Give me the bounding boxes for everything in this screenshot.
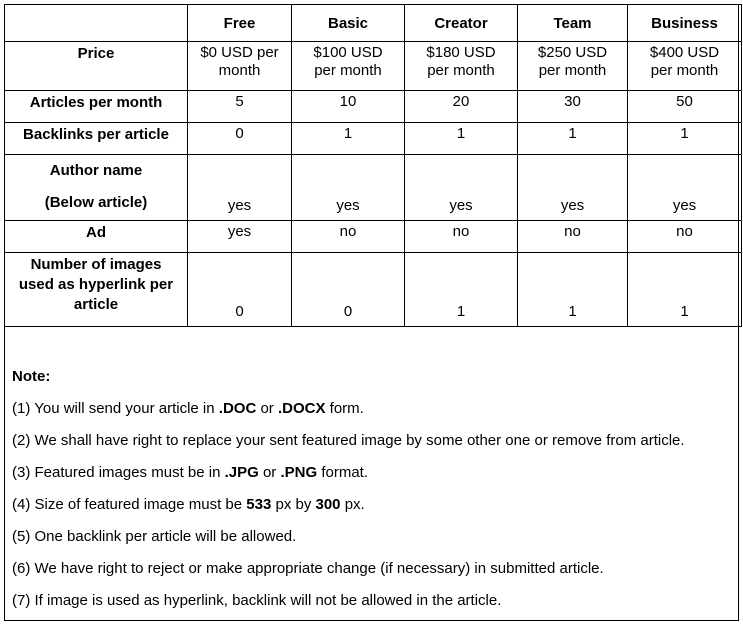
cell-value-line: 20 xyxy=(452,93,470,110)
cell-backlinks-per-article-team xyxy=(518,123,628,155)
row-label-line: Author name xyxy=(49,162,143,179)
cell-author-name-basic xyxy=(292,155,405,221)
note-emphasis: 533 xyxy=(246,496,272,513)
cell-author-name-business xyxy=(628,155,742,221)
note-text: px. xyxy=(340,496,365,513)
cell-value-line: $100 USD xyxy=(313,44,383,61)
cell-value-line: yes xyxy=(227,223,252,240)
note-text: form. xyxy=(325,400,364,417)
cell-backlinks-per-article-creator xyxy=(405,123,518,155)
cell-value-line: 50 xyxy=(676,93,693,110)
cell-value-line: 1 xyxy=(680,125,689,142)
row-label-line: Articles per month xyxy=(29,94,163,111)
cell-value-line: 30 xyxy=(564,93,581,110)
table-row-ad xyxy=(5,221,742,253)
row-label-line: Number of images xyxy=(30,256,162,273)
note-text: (6) We have right to reject or make appropriate change (if necessary) in submitted article. xyxy=(12,560,604,577)
note-item xyxy=(12,489,685,521)
row-label-line: article xyxy=(73,296,119,313)
cell-ad-creator xyxy=(405,221,518,253)
note-text: format. xyxy=(317,464,369,481)
row-label-price xyxy=(5,42,188,91)
cell-value-line: $0 USD per xyxy=(200,44,279,61)
table-row-author-name xyxy=(5,155,742,221)
cell-articles-per-month-basic xyxy=(292,91,405,123)
note-emphasis: .DOCX xyxy=(277,400,326,417)
row-label-line: Backlinks per article xyxy=(23,126,169,143)
note-text: or xyxy=(258,464,281,481)
cell-author-name-creator xyxy=(405,155,518,221)
cell-ad-team xyxy=(518,221,628,253)
cell-value-line: yes xyxy=(560,197,585,214)
cell-value-line: per month xyxy=(538,62,607,79)
note-item xyxy=(12,457,685,489)
row-label-line: Price xyxy=(77,45,115,62)
cell-value-line: yes xyxy=(449,197,473,214)
cell-articles-per-month-business xyxy=(628,91,742,123)
cell-value-line: 1 xyxy=(456,303,466,320)
table-row-price xyxy=(5,42,742,91)
cell-articles-per-month-team xyxy=(518,91,628,123)
cell-value-line: yes xyxy=(336,197,360,214)
cell-value-line: yes xyxy=(672,197,697,214)
cell-backlinks-per-article-basic xyxy=(292,123,405,155)
table-row-images-as-hyperlink xyxy=(5,253,742,327)
note-emphasis: .JPG xyxy=(224,464,259,481)
cell-value-line: $400 USD xyxy=(649,44,720,61)
note-item xyxy=(12,393,685,425)
header-corner-cell xyxy=(5,5,188,42)
cell-value-line: 1 xyxy=(568,125,577,142)
cell-value-line: yes xyxy=(227,197,252,214)
cell-value-line: 0 xyxy=(235,125,244,142)
cell-value-line: 10 xyxy=(339,93,357,110)
note-emphasis: .DOC xyxy=(218,400,257,417)
note-text: (7) If image is used as hyperlink, backlink will not be allowed in the article. xyxy=(12,592,502,609)
row-label-backlinks-per-article xyxy=(5,123,188,155)
cell-price-creator xyxy=(405,42,518,91)
notes-title: Note: xyxy=(12,368,51,385)
cell-images-as-hyperlink-team xyxy=(518,253,628,327)
note-text: (1) You will send your article in xyxy=(12,400,219,417)
note-item xyxy=(12,585,685,617)
notes-list xyxy=(12,393,685,617)
row-label-line: Ad xyxy=(86,224,106,241)
cell-value-line: no xyxy=(676,223,693,240)
cell-ad-free xyxy=(188,221,292,253)
cell-value-line: no xyxy=(564,223,581,240)
note-text: (4) Size of featured image must be xyxy=(12,496,247,513)
cell-value-line: 1 xyxy=(680,303,689,320)
cell-value-line: per month xyxy=(314,62,382,79)
cell-value-line: no xyxy=(452,223,470,240)
cell-value-line: 1 xyxy=(343,125,353,142)
plan-header-row xyxy=(5,5,742,42)
cell-backlinks-per-article-free xyxy=(188,123,292,155)
table-row-articles-per-month xyxy=(5,91,742,123)
note-emphasis: 300 xyxy=(315,496,341,513)
cell-ad-basic xyxy=(292,221,405,253)
cell-backlinks-per-article-business xyxy=(628,123,742,155)
cell-value-line: no xyxy=(339,223,357,240)
row-label-line: (Below article) xyxy=(44,194,148,211)
cell-author-name-team xyxy=(518,155,628,221)
cell-value-line: per month xyxy=(650,62,719,79)
cell-value-line: $180 USD xyxy=(426,44,496,61)
table-row-backlinks-per-article xyxy=(5,123,742,155)
note-text: (2) We shall have right to replace your sent featured image by some other one or remove from article. xyxy=(12,432,685,449)
cell-articles-per-month-creator xyxy=(405,91,518,123)
cell-images-as-hyperlink-creator xyxy=(405,253,518,327)
note-text: or xyxy=(256,400,278,417)
note-emphasis: .PNG xyxy=(280,464,318,481)
row-label-articles-per-month xyxy=(5,91,188,123)
cell-value-line: $250 USD xyxy=(537,44,608,61)
note-text: (5) One backlink per article will be allowed. xyxy=(12,528,297,545)
cell-price-team xyxy=(518,42,628,91)
note-item xyxy=(12,553,685,585)
cell-images-as-hyperlink-business xyxy=(628,253,742,327)
plan-header-creator: Creator xyxy=(405,5,518,42)
cell-price-free xyxy=(188,42,292,91)
row-label-ad xyxy=(5,221,188,253)
plan-header-free: Free xyxy=(188,5,292,42)
plan-header-business: Business xyxy=(628,5,742,42)
note-text: (3) Featured images must be in xyxy=(12,464,225,481)
plan-header-basic: Basic xyxy=(292,5,405,42)
row-label-images-as-hyperlink xyxy=(5,253,188,327)
pricing-table xyxy=(4,4,742,327)
cell-images-as-hyperlink-free xyxy=(188,253,292,327)
row-label-author-name xyxy=(5,155,188,221)
cell-value-line: month xyxy=(218,62,261,79)
cell-articles-per-month-free xyxy=(188,91,292,123)
cell-value-line: per month xyxy=(427,62,495,79)
cell-price-basic xyxy=(292,42,405,91)
pricing-document xyxy=(4,4,739,621)
cell-author-name-free xyxy=(188,155,292,221)
cell-value-line: 1 xyxy=(456,125,466,142)
notes-section xyxy=(12,361,685,617)
cell-value-line: 1 xyxy=(568,303,577,320)
note-item xyxy=(12,425,685,457)
cell-value-line: 0 xyxy=(343,303,353,320)
cell-images-as-hyperlink-basic xyxy=(292,253,405,327)
cell-price-business xyxy=(628,42,742,91)
note-text: px by xyxy=(271,496,316,513)
note-item xyxy=(12,521,685,553)
cell-ad-business xyxy=(628,221,742,253)
plan-header-team: Team xyxy=(518,5,628,42)
cell-value-line: 0 xyxy=(235,303,244,320)
cell-value-line: 5 xyxy=(235,93,244,110)
row-label-line: used as hyperlink per xyxy=(18,276,174,293)
pricing-table-body xyxy=(5,42,742,327)
